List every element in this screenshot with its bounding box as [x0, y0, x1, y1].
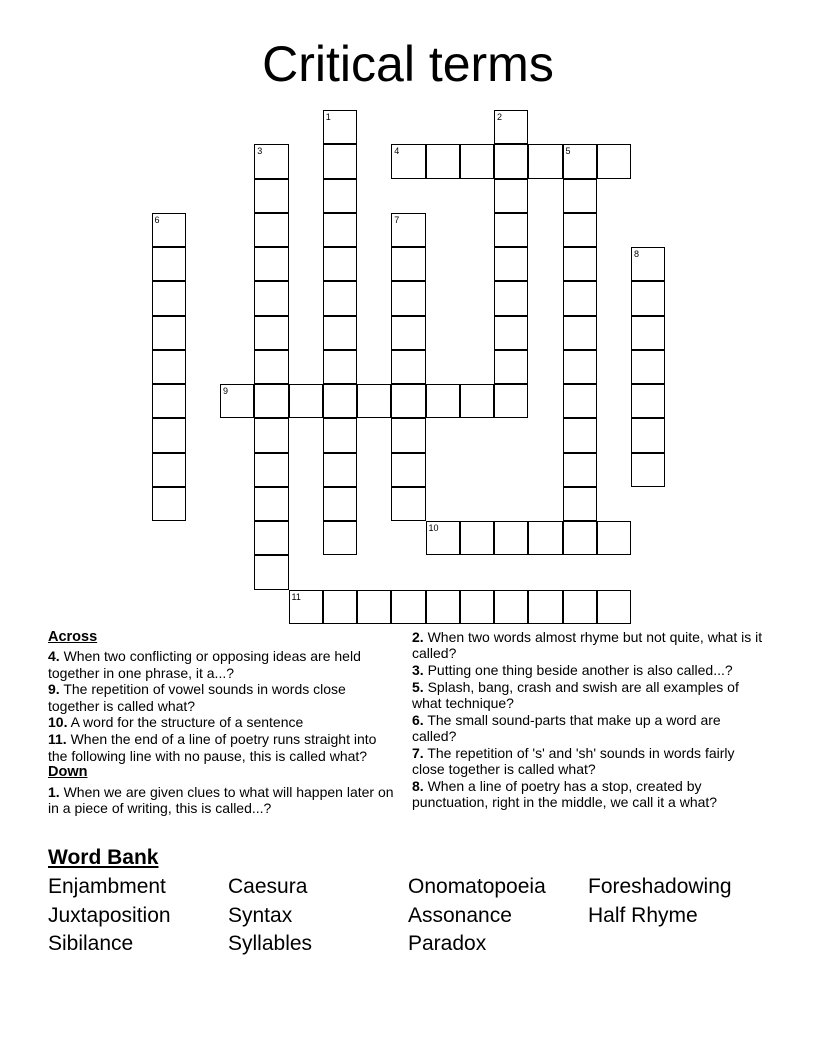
- clue-number: 2.: [412, 629, 424, 645]
- word-bank-item: Paradox: [408, 932, 487, 955]
- crossword-cell[interactable]: [357, 384, 391, 418]
- clue-number: 4.: [48, 648, 60, 665]
- crossword-cell[interactable]: [494, 281, 528, 315]
- crossword-cell[interactable]: [563, 487, 597, 521]
- word-bank-title: Word Bank: [48, 846, 159, 869]
- crossword-cell[interactable]: [152, 487, 186, 521]
- crossword-cell[interactable]: [220, 384, 254, 418]
- clue-text: Putting one thing beside another is also called...?: [427, 662, 733, 679]
- cell-number: 5: [565, 146, 571, 157]
- cell-number: 2: [497, 112, 503, 122]
- crossword-cell[interactable]: [323, 453, 357, 487]
- crossword-cell[interactable]: [460, 144, 494, 178]
- crossword-cell[interactable]: [254, 213, 288, 247]
- crossword-cell[interactable]: [426, 521, 460, 555]
- cell-number: 3: [257, 146, 263, 157]
- crossword-cell[interactable]: [152, 213, 186, 247]
- crossword-cell[interactable]: [494, 144, 528, 178]
- clue-text: The repetition of 's' and 'sh' sounds in words fairly close together is called what?: [412, 745, 735, 778]
- across-heading: Across: [48, 629, 98, 645]
- crossword-cell[interactable]: [391, 281, 425, 315]
- crossword-cell[interactable]: [631, 453, 665, 487]
- crossword-cell[interactable]: [254, 453, 288, 487]
- crossword-cell[interactable]: [289, 590, 323, 624]
- clues-right-column: [412, 629, 764, 811]
- cell-number: 9: [223, 386, 229, 396]
- crossword-cell[interactable]: [563, 281, 597, 315]
- word-bank-item: Syllables: [228, 932, 313, 955]
- crossword-cell[interactable]: [631, 418, 665, 452]
- crossword-cell[interactable]: [528, 521, 562, 555]
- crossword-cell[interactable]: [323, 213, 357, 247]
- crossword-cell[interactable]: [152, 384, 186, 418]
- cell-number: 1: [325, 112, 331, 122]
- crossword-cell[interactable]: [563, 384, 597, 418]
- down-heading: Down: [48, 764, 88, 781]
- word-bank-item: Enjambment: [48, 875, 166, 898]
- cell-number: 10: [428, 523, 439, 533]
- clue-down-5: [412, 679, 764, 712]
- crossword-cell[interactable]: [391, 213, 425, 247]
- clue-number: 7.: [412, 745, 424, 762]
- page-title: Critical terms: [262, 36, 554, 92]
- crossword-cell[interactable]: [426, 384, 460, 418]
- crossword-cell[interactable]: [323, 350, 357, 384]
- crossword-cell[interactable]: [563, 521, 597, 555]
- crossword-cell[interactable]: [254, 350, 288, 384]
- crossword-cell[interactable]: [460, 521, 494, 555]
- crossword-cell[interactable]: [460, 590, 494, 624]
- cell-number: 7: [394, 214, 400, 225]
- crossword-cell[interactable]: [152, 247, 186, 281]
- word-bank-item: Assonance: [408, 904, 512, 927]
- crossword-cell[interactable]: [597, 590, 631, 624]
- word-bank-item: Sibilance: [48, 932, 134, 955]
- crossword-cell[interactable]: [391, 247, 425, 281]
- clue-number: 8.: [412, 778, 424, 795]
- word-bank-item: Foreshadowing: [588, 875, 732, 898]
- crossword-cell[interactable]: [391, 144, 425, 178]
- clue-down-8: [412, 778, 764, 811]
- crossword-cell[interactable]: [494, 213, 528, 247]
- crossword-cell[interactable]: [254, 179, 288, 213]
- cell-number: 4: [394, 146, 400, 157]
- clue-down-1: [48, 784, 398, 817]
- crossword-cell[interactable]: [254, 487, 288, 521]
- clue-number: 3.: [412, 662, 424, 679]
- crossword-cell[interactable]: [563, 213, 597, 247]
- clue-text: Splash, bang, crash and swish are all examples of what technique?: [412, 678, 739, 712]
- crossword-cell[interactable]: [494, 590, 528, 624]
- word-bank-item: Syntax: [228, 904, 293, 927]
- clue-down-3: [412, 662, 764, 678]
- crossword-cell[interactable]: [323, 521, 357, 555]
- clue-down-2: [412, 629, 764, 662]
- crossword-cell[interactable]: [323, 247, 357, 281]
- word-bank-item: Half Rhyme: [588, 904, 698, 927]
- word-bank-item: Caesura: [228, 875, 308, 898]
- crossword-cell[interactable]: [391, 487, 425, 521]
- crossword-cell[interactable]: [391, 590, 425, 624]
- crossword-cell[interactable]: [391, 316, 425, 350]
- crossword-cell[interactable]: [152, 316, 186, 350]
- crossword-cell[interactable]: [631, 384, 665, 418]
- crossword-cell[interactable]: [391, 418, 425, 452]
- clue-across-11: [48, 731, 398, 764]
- crossword-cell[interactable]: [494, 350, 528, 384]
- clue-across-9: [48, 681, 398, 714]
- crossword-cell[interactable]: [563, 247, 597, 281]
- clue-text: When a line of poetry has a stop, created by punctuation, right in the middle, we call it a what?: [412, 778, 718, 811]
- crossword-cell[interactable]: [323, 316, 357, 350]
- clue-number: 1.: [48, 783, 60, 800]
- clue-text: A word for the structure of a sentence: [70, 714, 304, 731]
- crossword-cell[interactable]: [563, 453, 597, 487]
- crossword-cell[interactable]: [254, 281, 288, 315]
- word-bank-item: Onomatopoeia: [408, 875, 546, 898]
- crossword-cell[interactable]: [254, 384, 288, 418]
- crossword-cell[interactable]: [494, 247, 528, 281]
- crossword-cell[interactable]: [563, 316, 597, 350]
- crossword-cell[interactable]: [357, 590, 391, 624]
- crossword-cell[interactable]: [323, 110, 357, 144]
- clue-text: When we are given clues to what will happen later on in a piece of writing, this is called...?: [48, 783, 394, 816]
- crossword-cell[interactable]: [528, 144, 562, 178]
- word-bank-item: Juxtaposition: [48, 904, 171, 927]
- crossword-cell[interactable]: [494, 384, 528, 418]
- crossword-cell[interactable]: [391, 453, 425, 487]
- cell-number: 6: [154, 214, 160, 225]
- cell-number: 11: [291, 591, 301, 602]
- clue-text: When the end of a line of poetry runs straight into the following line with no pause, this is called what?: [48, 731, 377, 764]
- clue-number: 10.: [48, 714, 68, 731]
- crossword-cell[interactable]: [323, 384, 357, 418]
- crossword-cell[interactable]: [631, 350, 665, 384]
- clue-number: 6.: [412, 711, 424, 728]
- crossword-cell[interactable]: [254, 418, 288, 452]
- crossword-cell[interactable]: [631, 281, 665, 315]
- crossword-cell[interactable]: [254, 555, 288, 589]
- crossword-cell[interactable]: [563, 144, 597, 178]
- crossword-cell[interactable]: [323, 590, 357, 624]
- clue-text: When two words almost rhyme but not quite, what is it called?: [412, 629, 763, 662]
- crossword-cell[interactable]: [563, 350, 597, 384]
- crossword-cell[interactable]: [323, 179, 357, 213]
- clue-number: 11.: [48, 731, 67, 748]
- crossword-cell[interactable]: [289, 384, 323, 418]
- crossword-cell[interactable]: [494, 179, 528, 213]
- clue-across-10: [48, 714, 398, 730]
- crossword-cell[interactable]: [597, 521, 631, 555]
- crossword-cell[interactable]: [391, 350, 425, 384]
- crossword-cell[interactable]: [528, 590, 562, 624]
- clue-down-6: [412, 712, 764, 745]
- crossword-cell[interactable]: [563, 590, 597, 624]
- clue-down-7: [412, 745, 764, 778]
- crossword-cell[interactable]: [152, 453, 186, 487]
- crossword-cell[interactable]: [323, 418, 357, 452]
- cell-number: 8: [634, 249, 640, 259]
- crossword-cell[interactable]: [426, 144, 460, 178]
- crossword-cell[interactable]: [631, 316, 665, 350]
- crossword-cell[interactable]: [254, 521, 288, 555]
- crossword-cell[interactable]: [460, 384, 494, 418]
- clue-text: The small sound-parts that make up a word are called?: [412, 711, 721, 745]
- crossword-cell[interactable]: [254, 316, 288, 350]
- clue-text: When two conflicting or opposing ideas are held together in one phrase, it a...?: [48, 648, 361, 681]
- crossword-cell[interactable]: [494, 110, 528, 144]
- clue-text: The repetition of vowel sounds in words close together is called what?: [48, 681, 346, 714]
- crossword-cell[interactable]: [254, 144, 288, 178]
- crossword-cell[interactable]: [391, 384, 425, 418]
- crossword-cell[interactable]: [323, 281, 357, 315]
- crossword-cell[interactable]: [152, 350, 186, 384]
- crossword-cell[interactable]: [563, 179, 597, 213]
- crossword-cell[interactable]: [597, 144, 631, 178]
- crossword-cell[interactable]: [323, 144, 357, 178]
- crossword-cell[interactable]: [152, 281, 186, 315]
- crossword-cell[interactable]: [494, 521, 528, 555]
- crossword-cell[interactable]: [426, 590, 460, 624]
- crossword-cell[interactable]: [494, 316, 528, 350]
- clue-across-4: [48, 648, 398, 681]
- crossword-cell[interactable]: [323, 487, 357, 521]
- crossword-cell[interactable]: [152, 418, 186, 452]
- crossword-cell[interactable]: [631, 247, 665, 281]
- crossword-cell[interactable]: [254, 247, 288, 281]
- clue-number: 5.: [412, 678, 424, 695]
- crossword-cell[interactable]: [563, 418, 597, 452]
- clue-number: 9.: [48, 681, 60, 698]
- clues-left-column: [48, 629, 398, 817]
